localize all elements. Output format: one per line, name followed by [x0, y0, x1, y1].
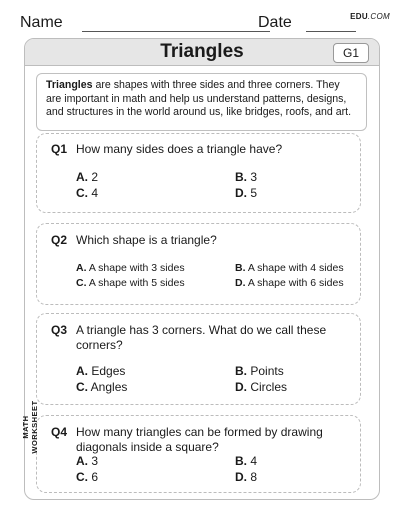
name-line: [82, 31, 270, 32]
intro-box: [36, 73, 367, 131]
option-a[interactable]: A. 2: [76, 170, 99, 184]
option-b[interactable]: B. 4: [235, 454, 258, 468]
option-a[interactable]: A. 3: [76, 454, 99, 468]
option-d[interactable]: D. Circles: [235, 380, 288, 394]
option-d[interactable]: D. 8: [235, 470, 258, 484]
option-c[interactable]: C. Angles: [76, 380, 128, 394]
option-c[interactable]: C. 6: [76, 470, 99, 484]
intro-bold: Triangles: [46, 79, 93, 91]
option-b[interactable]: B. A shape with 4 sides: [235, 262, 344, 274]
question-text: Which shape is a triangle?: [76, 233, 217, 247]
question-number: Q1: [51, 142, 68, 156]
option-c[interactable]: C. 4: [76, 186, 99, 200]
worksheet-title: Triangles: [160, 41, 244, 62]
question-box-1: [36, 133, 361, 213]
option-d[interactable]: D. 5: [235, 186, 258, 200]
question-number: Q4: [51, 425, 68, 439]
date-line: [306, 31, 356, 32]
option-b[interactable]: B. 3: [235, 170, 258, 184]
brand-suffix: .COM: [367, 12, 390, 21]
question-text: A triangle has 3 corners. What do we call these corners?: [76, 323, 327, 352]
question-box-3: [36, 313, 361, 405]
brand-main: EDU: [350, 12, 368, 21]
worksheet-header: [20, 12, 390, 36]
option-c[interactable]: C. A shape with 5 sides: [76, 277, 185, 289]
question-text: How many sides does a triangle have?: [76, 142, 283, 156]
grade-badge: G1: [333, 43, 369, 63]
date-label: Date: [258, 14, 292, 31]
question-text: How many triangles can be formed by drawing diagonals inside a square?: [76, 425, 323, 454]
question-number: Q2: [51, 233, 68, 247]
worksheet-card: [24, 38, 380, 500]
question-box-4: [36, 415, 361, 493]
option-a[interactable]: A. A shape with 3 sides: [76, 262, 185, 274]
question-number: Q3: [51, 323, 68, 337]
intro-text: are shapes with three sides and three corners. They are important in math and help us understand patterns, designs, and structures in the world around us, like bridges, roofs, and art.: [46, 79, 352, 119]
brand-logo: [350, 12, 390, 21]
question-box-2: [36, 223, 361, 305]
name-label: Name: [20, 14, 63, 31]
option-b[interactable]: B. Points: [235, 364, 284, 378]
option-a[interactable]: A. Edges: [76, 364, 126, 378]
title-bar: [25, 39, 379, 66]
side-label: MATH WORKSHEET: [21, 400, 39, 454]
option-d[interactable]: D. A shape with 6 sides: [235, 277, 344, 289]
